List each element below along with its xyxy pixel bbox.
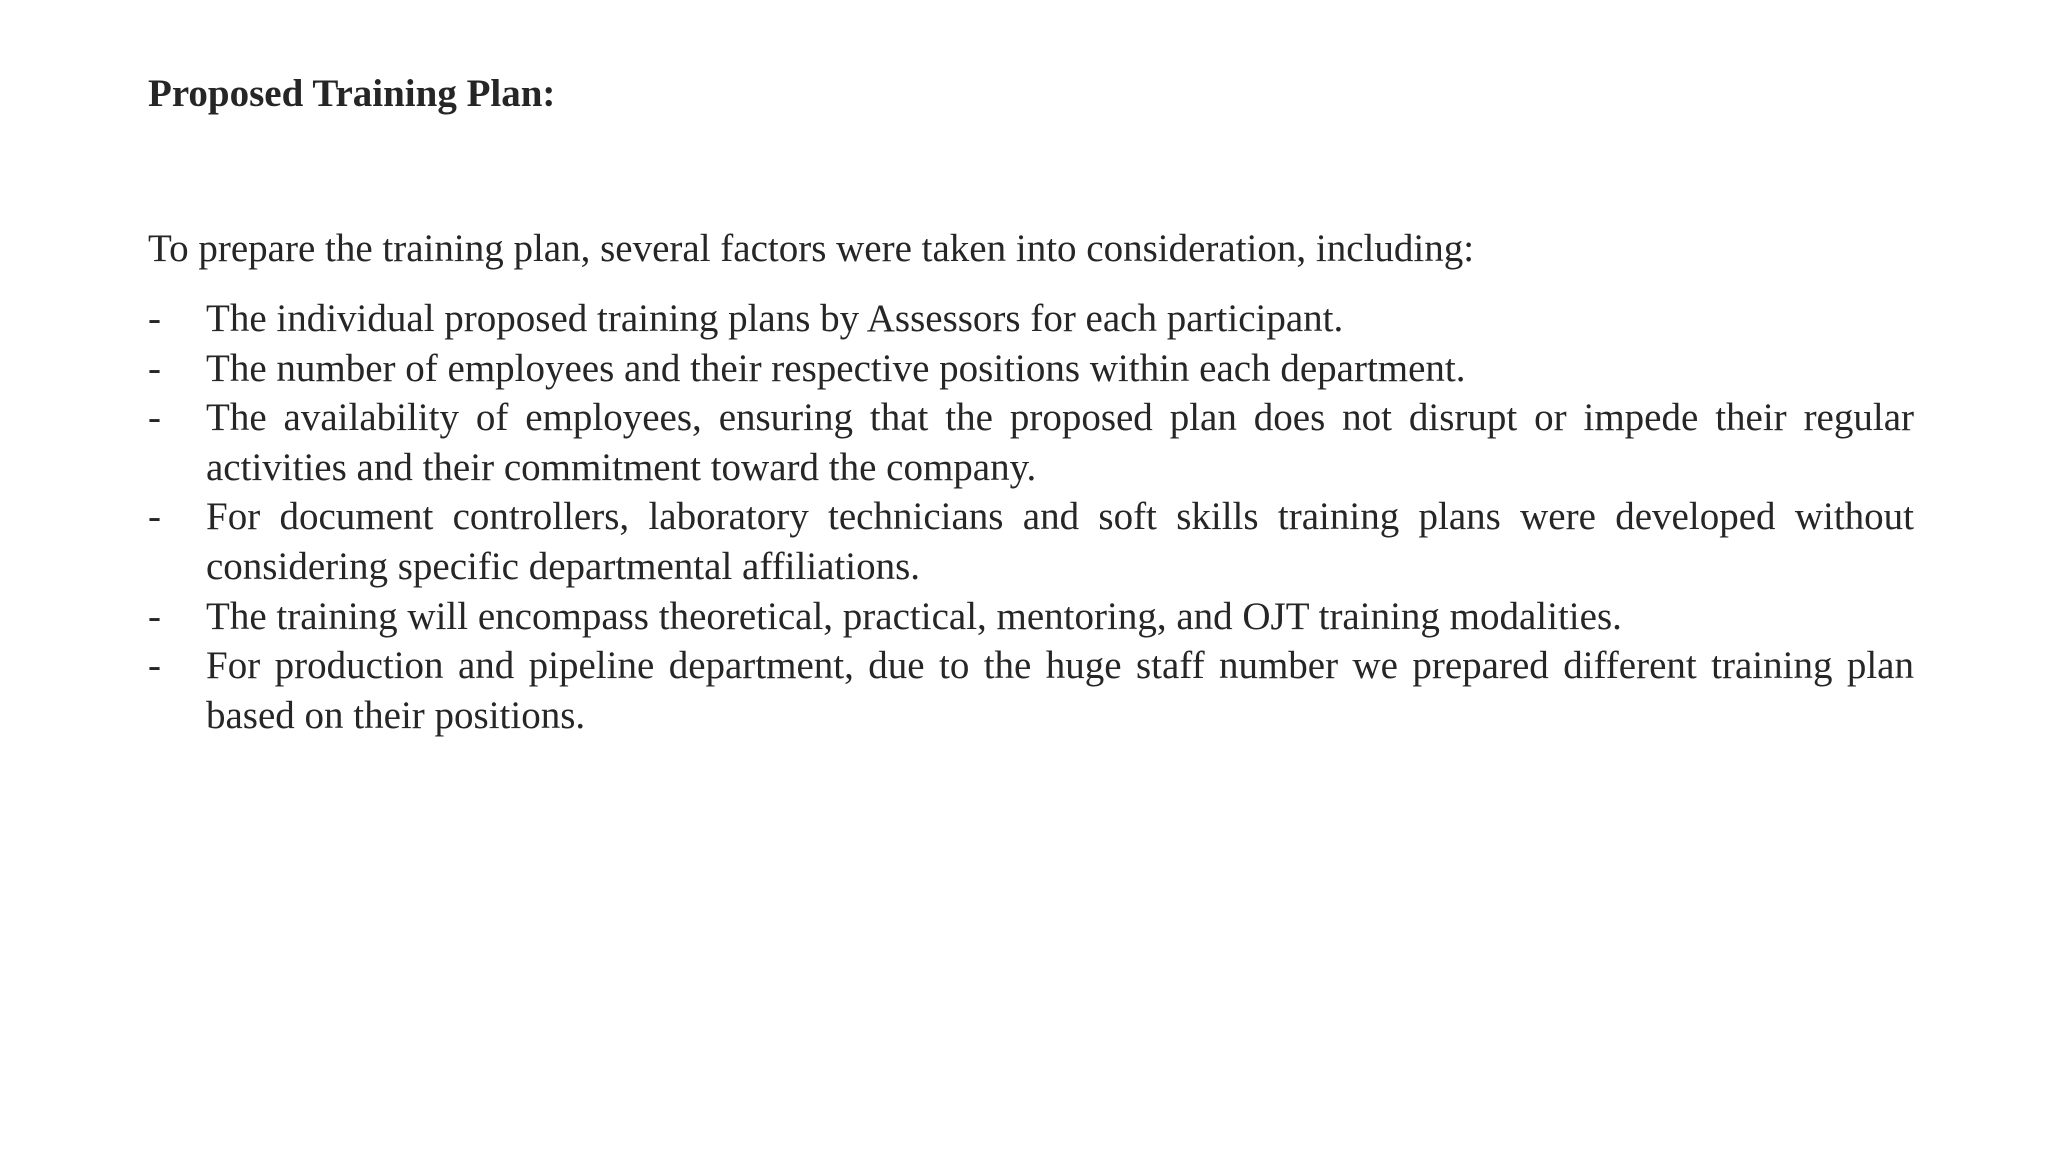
list-item [148,344,1914,394]
list-item-text: The training will encompass theoretical, practical, mentoring, and OJT training modalities. [206,594,1622,638]
list-item-text: The individual proposed training plans by Assessors for each participant. [206,297,1344,340]
section-heading: Proposed Training Plan: [148,72,556,115]
list-item-text: The availability of employees, ensuring that the proposed plan does not disrupt or impede their regular activities and their commitment toward the company. [206,396,1914,489]
list-item [148,393,1914,492]
factor-list [148,294,1914,740]
intro-paragraph: To prepare the training plan, several factors were taken into consideration, including: [148,227,1475,270]
list-item [148,294,1914,344]
bullet-dash: - [148,346,161,390]
list-item [148,592,1914,642]
list-item-text: The number of employees and their respective positions within each department. [206,346,1466,390]
list-item [148,492,1914,591]
bullet-dash: - [148,297,161,340]
list-item-text: For document controllers, laboratory technicians and soft skills training plans were developed without considering specific departmental affiliations. [206,495,1914,588]
bullet-dash: - [148,495,161,539]
bullet-dash: - [148,594,161,638]
bullet-dash: - [148,644,161,688]
list-item [148,641,1914,740]
bullet-dash: - [148,396,161,440]
list-item-text: For production and pipeline department, due to the huge staff number we prepared different training plan based on their positions. [206,644,1914,737]
